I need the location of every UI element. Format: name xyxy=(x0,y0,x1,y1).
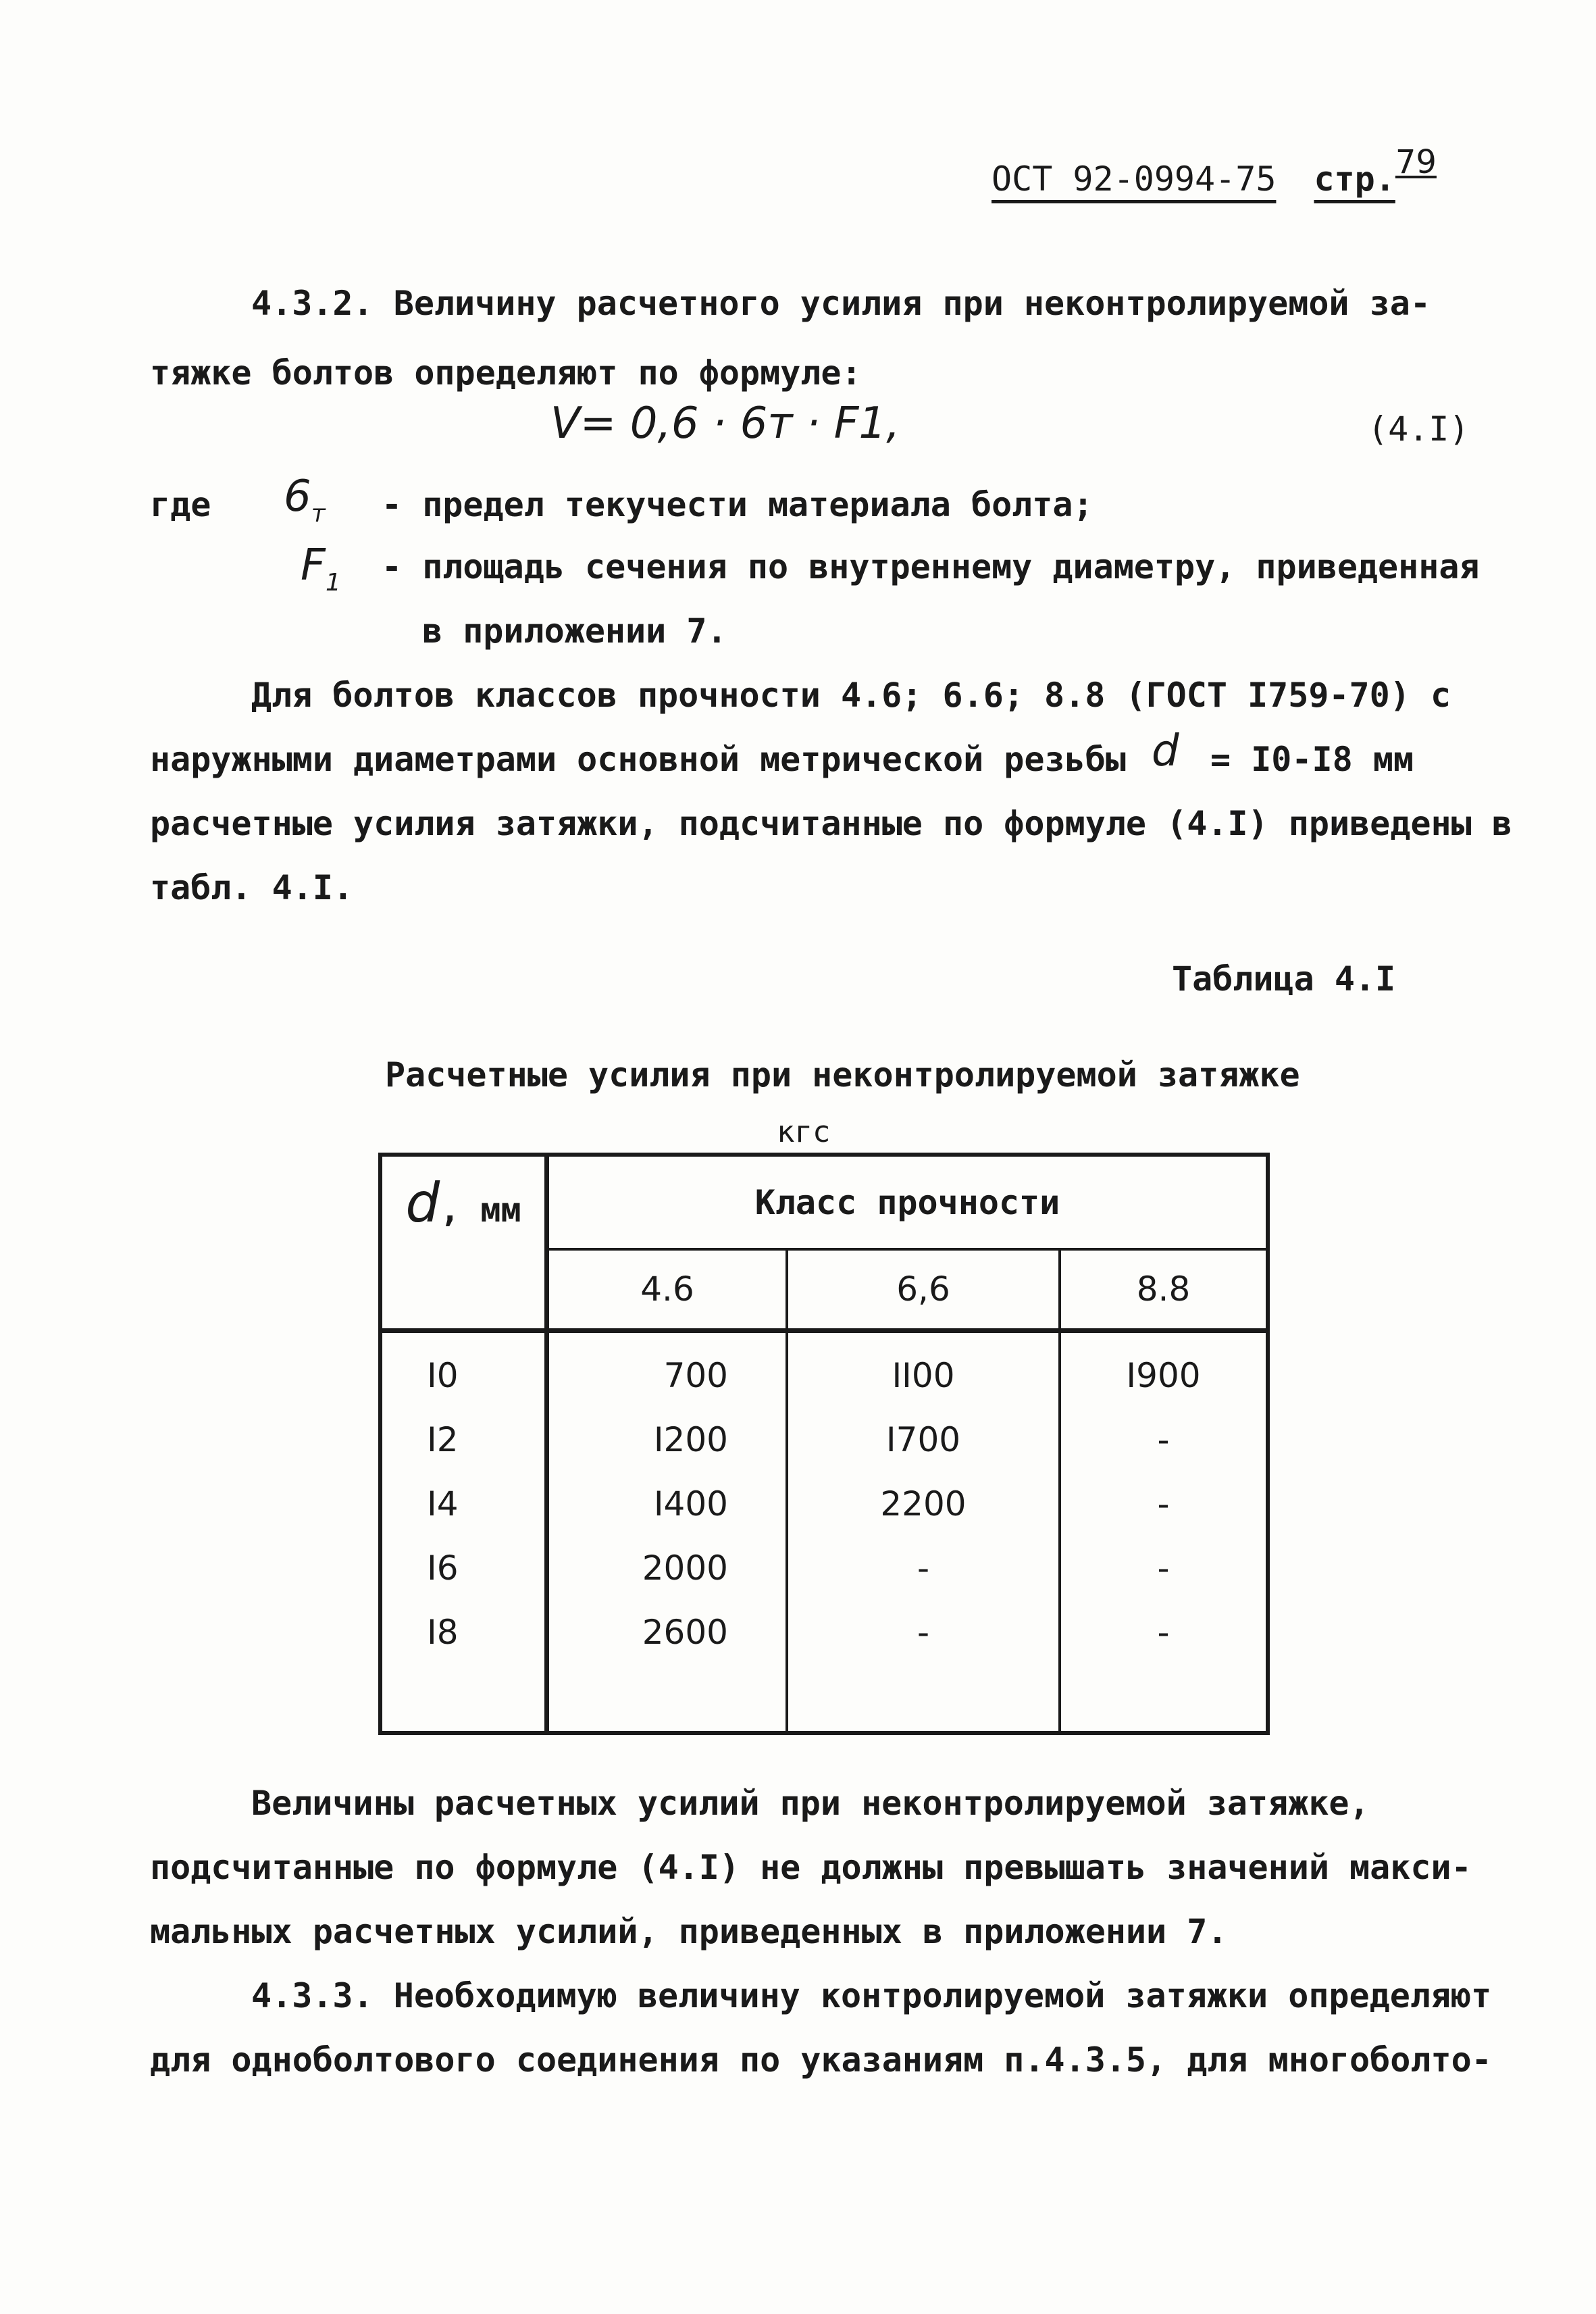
class-col-6-6: 6,6 xyxy=(787,1249,1060,1330)
page-header xyxy=(992,143,1437,199)
f1-description-line2: в приложении 7. xyxy=(422,611,727,651)
table-cell: 700 xyxy=(663,1355,728,1395)
table-cell: I700 xyxy=(885,1419,961,1459)
values-4-6-column xyxy=(547,1330,788,1733)
table-cell: I6 xyxy=(427,1548,459,1588)
table-unit: кгс xyxy=(777,1115,831,1149)
bolts-paragraph-line3: расчетные усилия затяжки, подсчитанные по формуле (4.I) приведены в xyxy=(150,804,1512,843)
bolts-paragraph-line2b: = I0-I8 мм xyxy=(1210,740,1414,779)
section-4-3-2-line1: 4.3.2. Величину расчетного усилия при неконтролируемой за- xyxy=(251,284,1431,323)
bolts-paragraph-line2a: наружными диаметрами основной метрической резьбы xyxy=(150,740,1126,779)
formula-number: (4.I) xyxy=(1368,409,1470,449)
table-cell: II00 xyxy=(892,1355,955,1395)
section-4-3-3-line1: 4.3.3. Необходимую величину контролируемой затяжки определяют xyxy=(251,1976,1492,2015)
d-symbol: d xyxy=(1152,726,1179,776)
bolts-paragraph-line1: Для болтов классов прочности 4.6; 6.6; 8.8 (ГОСТ I759-70) с xyxy=(251,676,1451,715)
f1-symbol: $F_1$ xyxy=(301,540,341,597)
d-header-symbol: d xyxy=(405,1172,440,1234)
where-label: где xyxy=(150,485,211,524)
table-cell: I400 xyxy=(653,1484,728,1524)
table-cell: - xyxy=(917,1612,930,1652)
table-cell: - xyxy=(1157,1484,1170,1524)
table-cell: - xyxy=(917,1548,930,1588)
limit-paragraph-line1: Величины расчетных усилий при неконтролируемой затяжке, xyxy=(251,1784,1370,1823)
table-cell: I0 xyxy=(427,1355,459,1395)
table-cell: 2200 xyxy=(880,1484,967,1524)
sigma-symbol: $6_т$ xyxy=(284,472,326,528)
values-8-8-column xyxy=(1060,1330,1268,1733)
page-label: стр. xyxy=(1314,159,1395,199)
class-header: Класс прочности xyxy=(547,1155,1268,1249)
f1-description-line1: - площадь сечения по внутреннему диаметру, приведенная xyxy=(382,547,1480,586)
section-4-3-2-line2: тяжке болтов определяют по формуле: xyxy=(150,353,862,393)
table-cell: 2600 xyxy=(642,1612,728,1652)
table-cell: I900 xyxy=(1126,1355,1201,1395)
doc-code: ОСТ 92-0994-75 xyxy=(992,159,1277,199)
limit-paragraph-line2: подсчитанные по формуле (4.I) не должны превышать значений макси- xyxy=(150,1848,1472,1887)
table-cell: - xyxy=(1157,1419,1170,1459)
table-cell: - xyxy=(1157,1612,1170,1652)
section-4-3-3-line2: для однoболтового соединения по указаниям п.4.3.5, для многоболто- xyxy=(150,2040,1492,2080)
table-cell: 2000 xyxy=(642,1548,728,1588)
table-cell: I2 xyxy=(427,1419,459,1459)
table-cell: I200 xyxy=(653,1419,728,1459)
class-col-8-8: 8.8 xyxy=(1060,1249,1268,1330)
sigma-description: - предел текучести материала болта; xyxy=(382,485,1093,524)
d-header-unit: , мм xyxy=(440,1190,521,1230)
limit-paragraph-line3: мальных расчетных усилий, приведенных в приложении 7. xyxy=(150,1912,1228,1951)
table-cell: I4 xyxy=(427,1484,459,1524)
strength-table xyxy=(378,1153,1270,1735)
bolts-paragraph-line4: табл. 4.I. xyxy=(150,868,354,907)
formula-4-1: V= 0,6 · 6т · F1, xyxy=(550,399,900,449)
values-6-6-column xyxy=(787,1330,1060,1733)
table-label: Таблица 4.I xyxy=(1172,959,1396,999)
table-cell: - xyxy=(1157,1548,1170,1588)
table-cell: I8 xyxy=(427,1612,459,1652)
d-values-column xyxy=(380,1330,547,1733)
table-title: Расчетные усилия при неконтролируемой затяжке xyxy=(385,1055,1300,1095)
class-col-4-6: 4.6 xyxy=(547,1249,788,1330)
d-header-cell xyxy=(380,1155,547,1330)
page-number: 79 xyxy=(1395,143,1437,181)
